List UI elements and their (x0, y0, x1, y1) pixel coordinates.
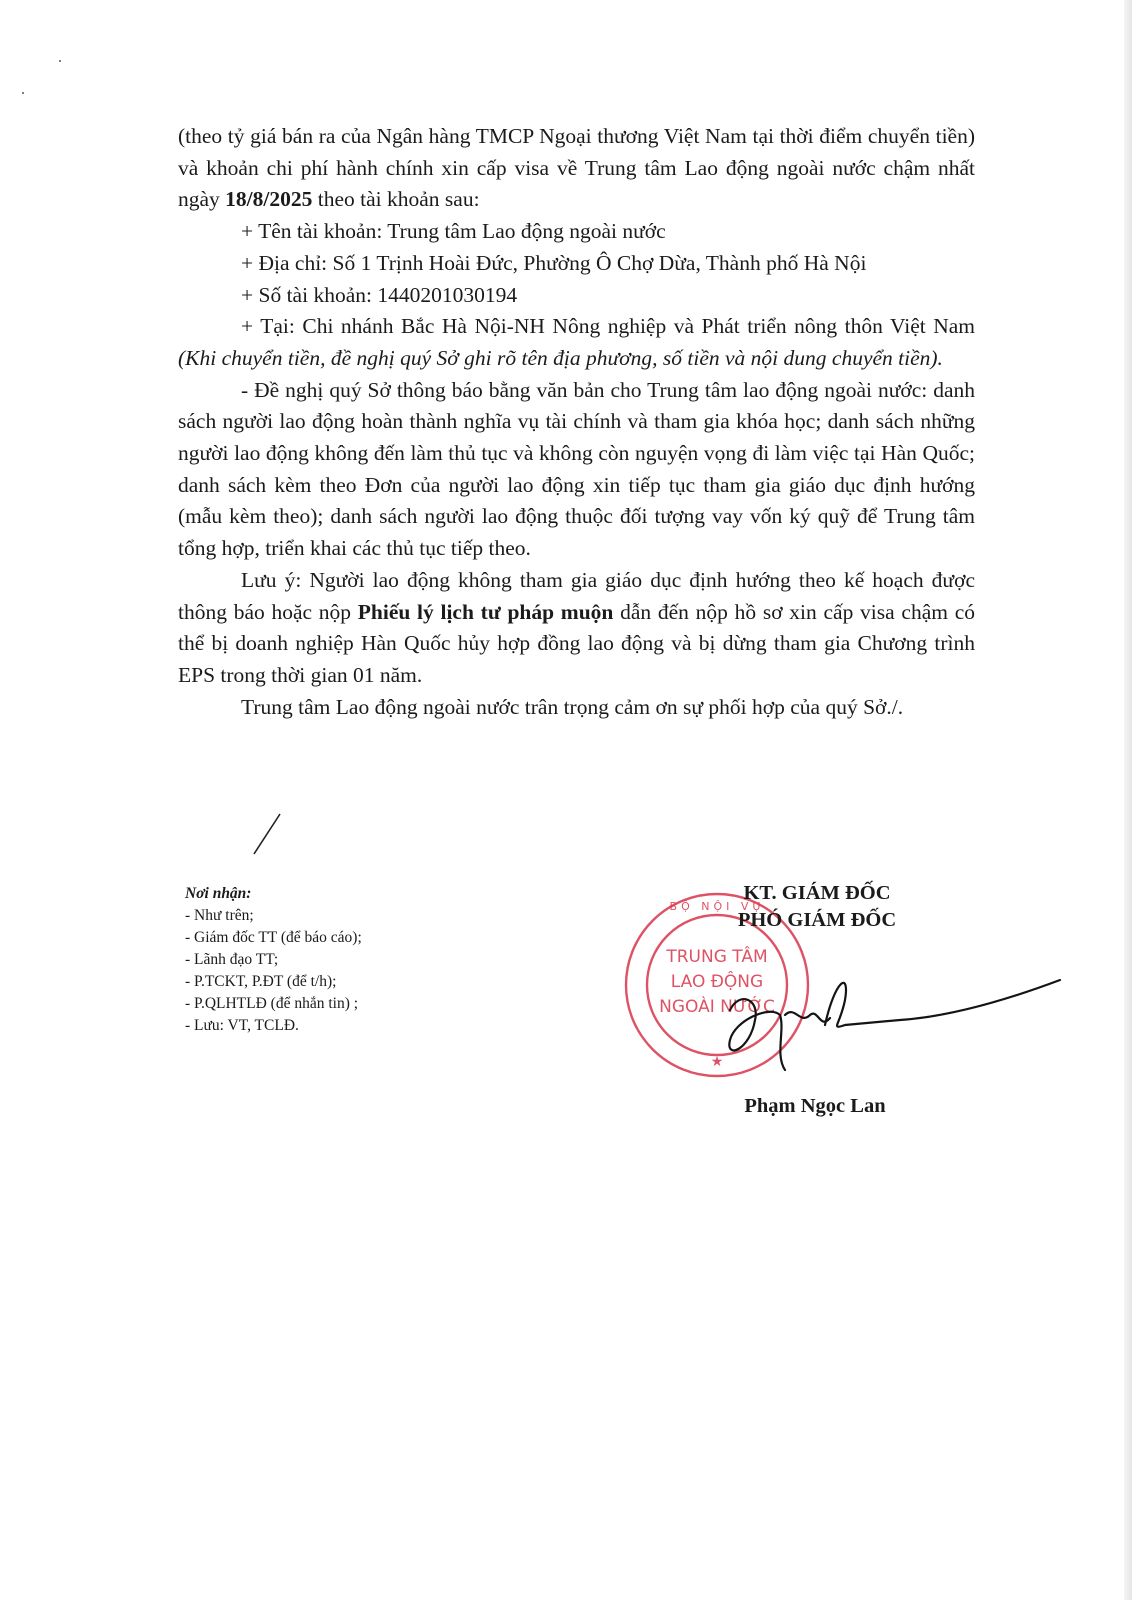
star-icon: ★ (710, 1054, 724, 1070)
scan-speck (22, 92, 24, 94)
account-number: + Số tài khoản: 1440201030194 (241, 282, 518, 307)
signature (700, 960, 1100, 1080)
emphasis-criminal-record: Phiếu lý lịch tư pháp muộn (357, 599, 614, 624)
account-address: + Địa chỉ: Số 1 Trịnh Hoài Đức, Phường Ô Chợ Dừa, Thành phố Hà Nội (241, 250, 867, 275)
initial-mark (252, 812, 282, 857)
scan-speck (59, 60, 61, 62)
deadline-date: 18/8/2025 (225, 187, 313, 212)
recipient-item: - Như trên; (185, 907, 254, 924)
paragraph-request: - Đề nghị quý Sở thông báo bằng văn bản cho Trung tâm lao động ngoài nước: danh sách người lao động hoàn thành nghĩa vụ tài chính và tham gia khóa học; danh sách những người lao động không đến làm thủ tục và không còn nguyện vọng đi làm việc tại Hàn Quốc; danh sách kèm theo Đơn của người lao động xin tiếp tục tham gia giáo dục định hướng (mẫu kèm theo); danh sách người lao động thuộc đối tượng vay vốn ký quỹ để Trung tâm tổng hợp, triển khai các thủ tục tiếp theo. (178, 377, 975, 561)
signer-line-1: KT. GIÁM ĐỐC (743, 882, 891, 904)
signer-title (702, 880, 932, 934)
account-name: + Tên tài khoản: Trung tâm Lao động ngoài nước (241, 219, 666, 244)
signer-name: Phạm Ngọc Lan (744, 1095, 886, 1117)
letter-body (178, 121, 975, 723)
paragraph-note: Lưu ý: Người lao động không tham gia giáo dục định hướng theo kế hoạch được thông báo hoặc nộp Phiếu lý lịch tư pháp muộn dẫn đến nộp hồ sơ xin cấp visa chậm có thể bị doanh nghiệp Hàn Quốc hủy hợp đồng lao động và bị dừng tham gia Chương trình EPS trong thời gian 01 năm. (178, 567, 975, 687)
recipient-item: - Giám đốc TT (để báo cáo); (185, 929, 362, 946)
paragraph-exchange-rate: (theo tỷ giá bán ra của Ngân hàng TMCP Ngoại thương Việt Nam tại thời điểm chuyển tiền) và khoản chi phí hành chính xin cấp visa về Trung tâm Lao động ngoài nước chậm nhất ngày 18/8/2025 theo tài khoản sau: (178, 124, 975, 212)
recipient-item: - Lưu: VT, TCLĐ. (185, 1017, 299, 1034)
recipient-item: - P.TCKT, P.ĐT (để t/h); (185, 973, 337, 990)
recipient-item: - P.QLHTLĐ (để nhắn tin) ; (185, 995, 359, 1012)
stamp-outer-text: BỘ NỘI VỤ (669, 900, 765, 913)
stamp-line-2: LAO ĐỘNG (670, 972, 764, 992)
recipients-label: Nơi nhận: (185, 885, 252, 902)
recipient-item: - Lãnh đạo TT; (185, 951, 279, 968)
transfer-note: (Khi chuyển tiền, đề nghị quý Sở ghi rõ tên địa phương, số tiền và nội dung chuyển tiền). (178, 345, 943, 370)
recipients-block (185, 883, 362, 1037)
signer-line-2: PHÓ GIÁM ĐỐC (737, 909, 897, 931)
page-edge (1124, 0, 1132, 1600)
paragraph-thanks: Trung tâm Lao động ngoài nước trân trọng cảm ơn sự phối hợp của quý Sở./. (241, 694, 904, 719)
stamp-line-3: NGOÀI NƯỚC (659, 997, 775, 1017)
stamp-line-1: TRUNG TÂM (666, 947, 768, 967)
bank-branch: + Tại: Chi nhánh Bắc Hà Nội-NH Nông nghiệp và Phát triển nông thôn Việt Nam (Khi chuyển tiền, đề nghị quý Sở ghi rõ tên địa phương, số tiền và nội dung chuyển tiền). (178, 314, 975, 370)
